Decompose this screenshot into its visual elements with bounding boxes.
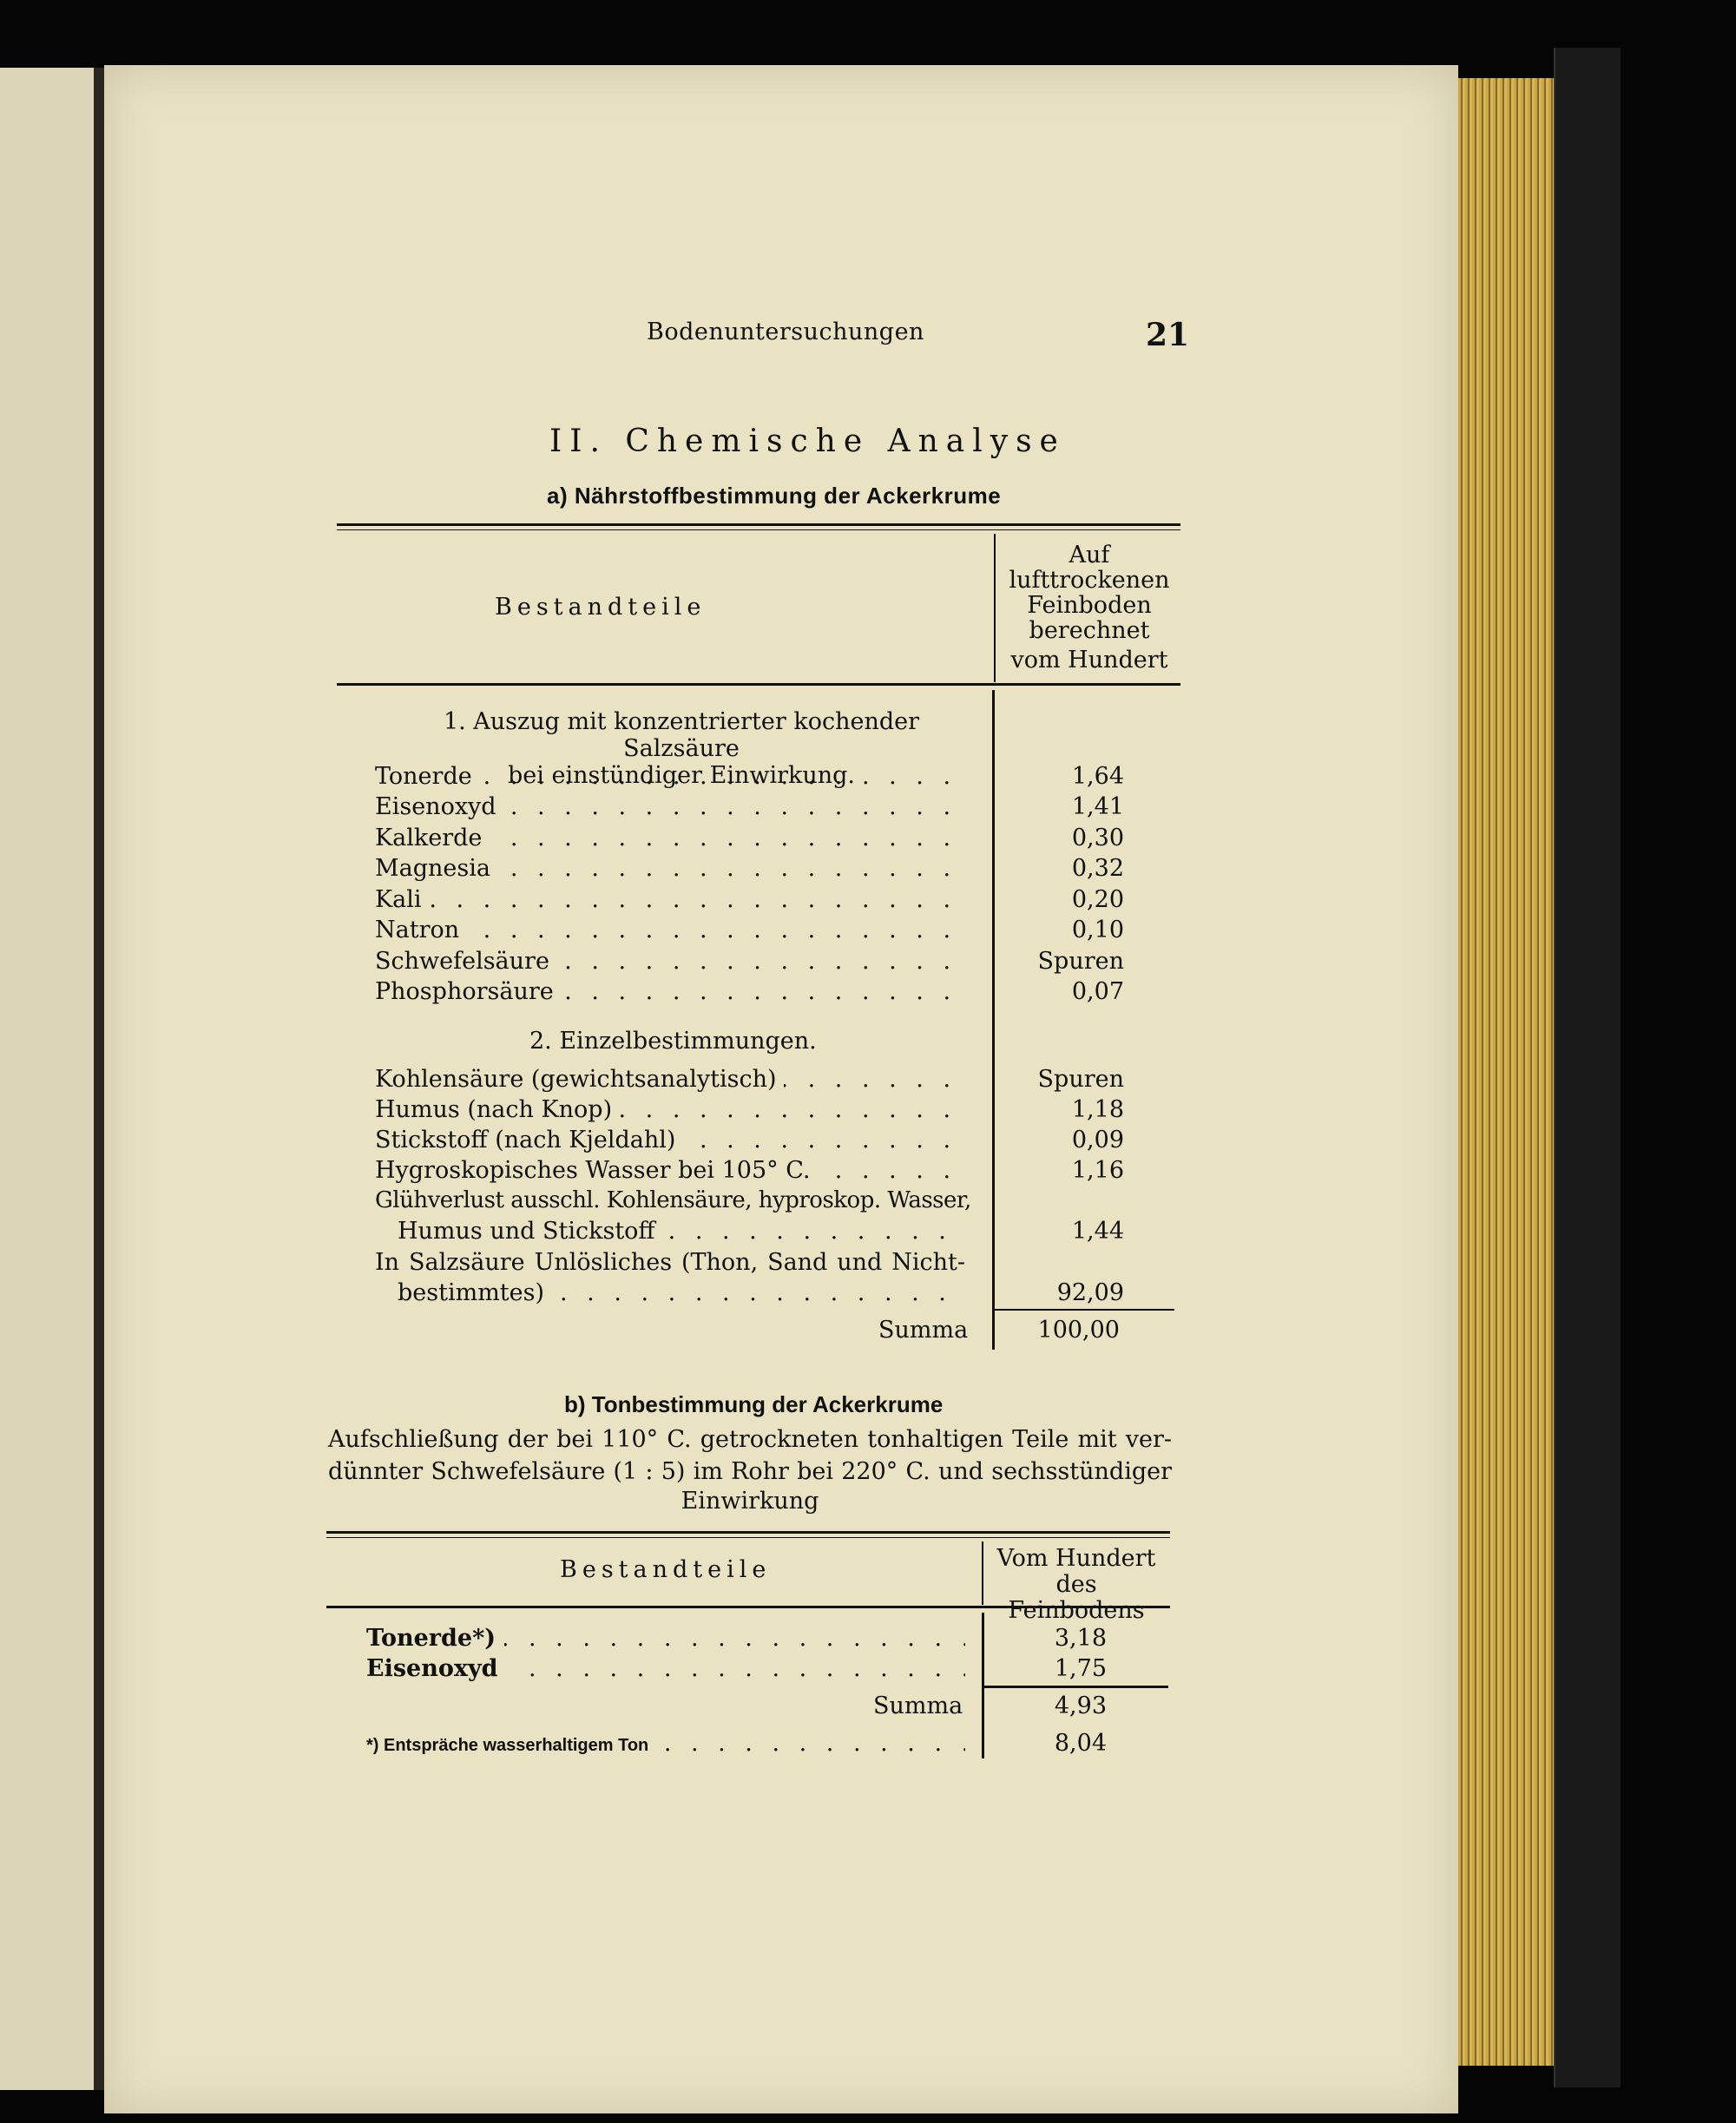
row-value: 0,07 — [1071, 978, 1124, 1005]
table-a-header-rule — [337, 683, 1180, 686]
row-value: 0,20 — [1071, 886, 1124, 913]
table-row — [375, 1066, 965, 1093]
table-row — [375, 825, 965, 851]
table-a-value-header — [994, 542, 1185, 673]
table-row — [375, 1096, 965, 1123]
table-row — [375, 763, 965, 790]
row-value: 0,32 — [1071, 855, 1124, 882]
row-label: Schwefelsäure — [375, 948, 556, 975]
row-label: Natron — [375, 917, 466, 943]
table-row — [366, 1655, 965, 1682]
table-b-top-rule-thin — [326, 1537, 1170, 1538]
table-a-column-divider — [992, 690, 995, 1350]
value-header-line: Feinboden — [1027, 592, 1152, 619]
table-a-sum-rule — [992, 1309, 1174, 1311]
row-value: Spuren — [1037, 1066, 1124, 1093]
row-label: Stickstoff (nach Kjeldahl) — [375, 1127, 682, 1154]
value-header-line: Vom Hundert — [996, 1545, 1156, 1572]
row-label: Tonerde*) — [366, 1625, 504, 1652]
summa-value: 100,00 — [1037, 1317, 1120, 1344]
description-last-line: Einwirkung — [681, 1488, 819, 1515]
row-label: bestimmtes) — [398, 1279, 551, 1306]
value-header-line: vom Hundert — [1010, 647, 1168, 674]
table-row — [375, 886, 965, 913]
row-label: Eisenoxyd — [366, 1655, 507, 1682]
description-line: Aufschließung der bei 110° C. getrockneten tonhaltigen Teile mit ver- — [328, 1426, 1172, 1453]
description-line: dünnter Schwefelsäure (1 : 5) im Rohr bei 220° C. und sechsstündiger — [328, 1458, 1172, 1485]
row-value: 1,18 — [1071, 1096, 1124, 1123]
group1-title-line: bei einstündiger Einwirkung. — [507, 762, 856, 789]
table-b-top-rule — [326, 1531, 1170, 1534]
table-row — [375, 1127, 965, 1154]
row-label: Humus (nach Knop) — [375, 1096, 619, 1123]
row-value: 1,75 — [1054, 1655, 1107, 1682]
table-b-header-divider — [982, 1541, 983, 1605]
table-b-caption: b) Tonbestimmung der Ackerkrume — [564, 1391, 944, 1417]
row-value: Spuren — [1037, 948, 1124, 975]
table-b-value-header — [985, 1546, 1167, 1624]
gluehverlust-line1: Glühverlust ausschl. Kohlensäure, hyproskop. Wasser, — [375, 1187, 971, 1213]
book-cover-board — [1554, 48, 1621, 2087]
row-value: 1,16 — [1071, 1157, 1124, 1184]
row-value: 1,41 — [1071, 793, 1124, 820]
row-value: 3,18 — [1054, 1625, 1107, 1652]
table-row — [375, 855, 965, 882]
table-b-col-label: Bestandteile — [560, 1556, 772, 1583]
row-label: Eisenoxyd — [375, 793, 503, 820]
section-title: II. Chemische Analyse — [549, 424, 1066, 459]
table-a-top-rule — [337, 523, 1180, 526]
footnote-row — [366, 1730, 965, 1757]
table-row — [375, 948, 965, 975]
table-a-col-label: Bestandteile — [495, 594, 707, 621]
row-label: Magnesia — [375, 855, 497, 882]
table-row — [375, 978, 965, 1005]
unloesliches-line1: In Salzsäure Unlösliches (Thon, Sand und Nicht- — [375, 1249, 965, 1276]
row-label: Kalkerde — [375, 825, 489, 851]
row-label: Tonerde — [375, 763, 479, 790]
row-label: Kohlensäure (gewichtsanalytisch) — [375, 1066, 784, 1093]
table-row — [375, 1157, 965, 1184]
summa-label: Summa — [878, 1317, 969, 1344]
table-row — [375, 917, 965, 943]
group1-title-line: 1. Auszug mit konzentrierter kochender Salzsäure — [443, 708, 920, 762]
table-a-top-rule-thin — [337, 529, 1180, 530]
table-a-caption: a) Nährstoffbestimmung der Ackerkrume — [547, 483, 1002, 509]
row-value: 0,30 — [1071, 825, 1124, 851]
running-title: Bodenuntersuchungen — [647, 319, 924, 345]
value-header-line: Auf — [1069, 542, 1110, 569]
value-header-line: lufttrockenen — [1009, 567, 1170, 594]
row-value: 1,44 — [1071, 1218, 1124, 1245]
footnote-label: *) Entspräche wasserhaltigem Ton — [366, 1736, 657, 1755]
row-label: Phosphorsäure — [375, 978, 561, 1005]
page-number: 21 — [1146, 317, 1190, 353]
row-value: 0,09 — [1071, 1127, 1124, 1154]
row-value: 92,09 — [1056, 1279, 1124, 1306]
row-label: Kali — [375, 886, 429, 913]
facing-page — [0, 68, 97, 2090]
table-row — [366, 1625, 965, 1652]
table-row — [375, 793, 965, 820]
footnote-value: 8,04 — [1054, 1730, 1107, 1757]
table-row — [398, 1279, 965, 1306]
table-row — [398, 1218, 965, 1245]
table-b-sum-rule — [982, 1686, 1168, 1688]
summa-value-b: 4,93 — [1054, 1692, 1107, 1719]
row-label: Hygroskopisches Wasser bei 105° C. — [375, 1157, 817, 1184]
group2-title: 2. Einzelbestimmungen. — [529, 1028, 817, 1055]
row-label: Humus und Stickstoff — [398, 1218, 662, 1245]
value-header-line: des Feinbodens — [1008, 1571, 1145, 1624]
value-header-line: berechnet — [1029, 617, 1150, 644]
row-value: 0,10 — [1071, 917, 1124, 943]
summa-label-b: Summa — [873, 1692, 963, 1719]
row-value: 1,64 — [1071, 763, 1124, 790]
page-edges — [1458, 78, 1554, 2066]
